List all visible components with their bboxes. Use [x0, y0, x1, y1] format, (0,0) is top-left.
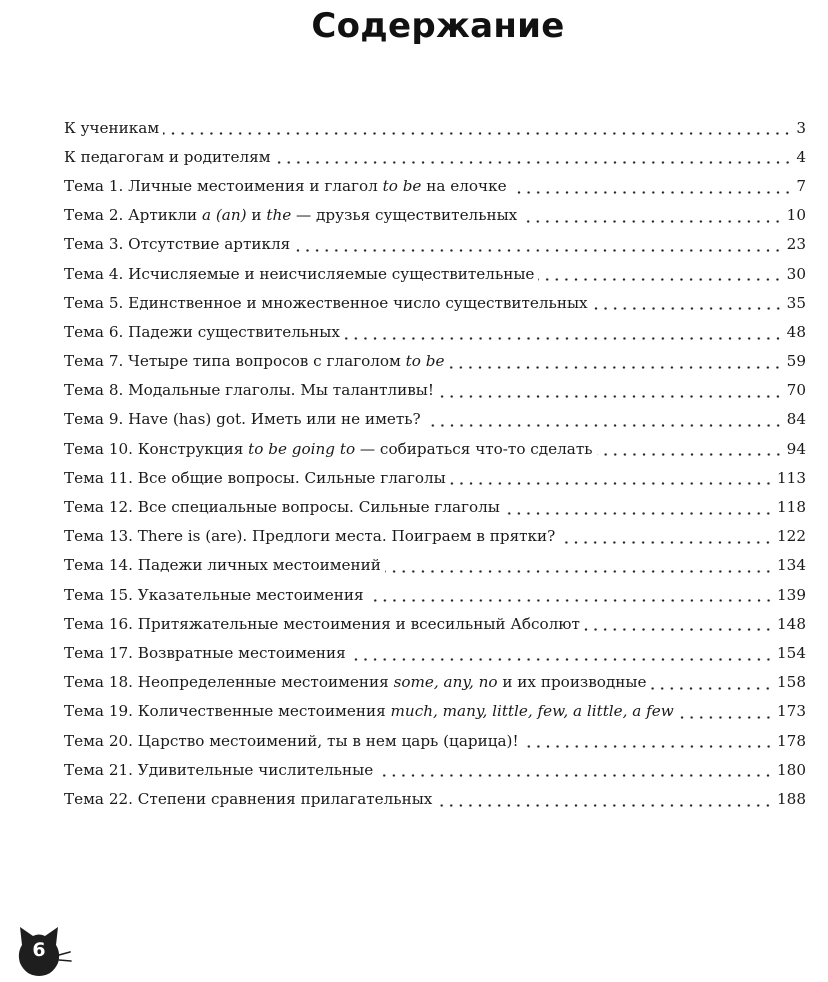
toc-entry-page: 59	[786, 352, 806, 371]
toc-entry	[64, 288, 806, 317]
toc-entry-title	[64, 440, 593, 458]
dot-leader	[650, 687, 773, 690]
toc-entry-title	[64, 294, 588, 312]
dot-leader	[377, 774, 773, 777]
toc-entry-title	[64, 206, 517, 224]
toc-entry-title-part: Тема 13. There is (are). Предлоги места. Поиграем в прятки?	[64, 527, 556, 546]
toc-entry-title	[64, 673, 646, 691]
dot-leader	[163, 132, 792, 135]
toc-entry-page: 113	[777, 468, 806, 487]
toc-entry-page: 158	[777, 673, 806, 692]
toc-entry-title-part: К педагогам и родителям	[64, 147, 271, 166]
toc-entry-title-part: Тема 8. Модальные глаголы. Мы талантливы!	[64, 381, 434, 400]
toc-entry-page: 10	[786, 206, 806, 225]
dot-leader	[678, 716, 773, 719]
toc-entry-title-part: — друзья существительных	[291, 206, 518, 225]
dot-leader	[592, 307, 783, 310]
toc-entry-title	[64, 381, 434, 399]
toc-entry-page: 122	[777, 527, 806, 546]
toc-entry-title	[64, 410, 421, 428]
toc-entry-title-part: Тема 19. Количественные местоимения	[64, 702, 391, 721]
toc-entry-page: 35	[786, 293, 806, 312]
toc-entry	[64, 668, 806, 697]
toc-entry-page: 4	[796, 147, 806, 166]
toc-entry-title-italic: the	[266, 206, 292, 225]
dot-leader	[450, 482, 773, 485]
toc-entry-page: 94	[786, 439, 806, 458]
toc-entry-page: 70	[786, 381, 806, 400]
dot-leader	[597, 453, 783, 456]
toc-entry-title	[64, 498, 500, 516]
toc-entry	[64, 142, 806, 171]
toc-entry	[64, 638, 806, 667]
toc-entry	[64, 230, 806, 259]
toc-entry-title-italic: to be	[405, 352, 445, 371]
toc-entry-title-italic: a (an)	[201, 206, 247, 225]
dot-leader	[344, 337, 783, 340]
toc-entry	[64, 259, 806, 288]
dot-leader	[448, 366, 782, 369]
toc-entry-title-part: и их производные	[497, 673, 647, 692]
toc-entry-title-italic: to be	[382, 176, 422, 195]
dot-leader	[438, 395, 783, 398]
toc-entry-title-part: Тема 17. Возвратные местоимения	[64, 643, 346, 662]
toc-entry-page: 3	[796, 118, 806, 137]
toc-entry-title-part: Тема 22. Степени сравнения прилагательных	[64, 789, 433, 808]
toc-entry-title	[64, 119, 159, 137]
toc-entry	[64, 609, 806, 638]
toc-entry-page: 148	[777, 614, 806, 633]
toc-entry	[64, 697, 806, 726]
toc-entry-title	[64, 265, 534, 283]
toc-entry-title-italic: much, many, little, few, a little, a few	[390, 702, 674, 721]
toc-entry-title	[64, 615, 580, 633]
dot-leader	[511, 191, 792, 194]
dot-leader	[275, 161, 792, 164]
dot-leader	[523, 745, 773, 748]
toc-entry	[64, 784, 806, 813]
toc-entry	[64, 376, 806, 405]
dot-leader	[559, 541, 773, 544]
dot-leader	[385, 570, 773, 573]
toc-entry-title	[64, 790, 432, 808]
toc-entry-title-part: Тема 9. Have (has) got. Иметь или не иметь?	[64, 410, 421, 429]
dot-leader	[436, 804, 773, 807]
toc-entry	[64, 434, 806, 463]
toc-entry	[64, 492, 806, 521]
toc-entry	[64, 405, 806, 434]
page-title: Содержание	[311, 6, 565, 46]
toc-entry-title-part: — собираться что-то сделать	[355, 439, 593, 458]
toc-entry-page: 118	[777, 498, 806, 517]
table-of-contents	[64, 113, 806, 814]
dot-leader	[368, 599, 773, 602]
toc-entry-title	[64, 702, 674, 720]
toc-entry-title	[64, 644, 346, 662]
toc-entry-title	[64, 177, 507, 195]
toc-entry-page: 48	[786, 322, 806, 341]
toc-entry-title-part: Тема 11. Все общие вопросы. Сильные глаголы	[64, 468, 446, 487]
toc-entry-title-part: Тема 5. Единственное и множественное число существительных	[64, 293, 588, 312]
dot-leader	[584, 628, 773, 631]
toc-entry	[64, 201, 806, 230]
dot-leader	[294, 249, 782, 252]
toc-entry	[64, 171, 806, 200]
toc-entry-title-part: Тема 7. Четыре типа вопросов с глаголом	[64, 352, 406, 371]
toc-entry	[64, 755, 806, 784]
toc-entry-title-italic: some, any, no	[393, 673, 498, 692]
toc-entry-title-part: Тема 6. Падежи существительных	[64, 322, 340, 341]
toc-entry-title-part: Тема 4. Исчисляемые и неисчисляемые существительные	[64, 264, 535, 283]
page-number-badge	[16, 925, 72, 981]
toc-entry-title-part: Тема 12. Все специальные вопросы. Сильные глаголы	[64, 498, 500, 517]
toc-entry	[64, 551, 806, 580]
dot-leader	[504, 512, 773, 515]
toc-entry-page: 180	[777, 760, 806, 779]
toc-entry-title-part: Тема 14. Падежи личных местоимений	[64, 556, 381, 575]
toc-entry-title-part: Тема 15. Указательные местоимения	[64, 585, 364, 604]
toc-entry-page: 134	[777, 556, 806, 575]
toc-entry-title	[64, 761, 373, 779]
toc-entry-title-part: Тема 18. Неопределенные местоимения	[64, 673, 394, 692]
dot-leader	[521, 220, 782, 223]
toc-entry-title-part: К ученикам	[64, 118, 160, 137]
toc-entry-title	[64, 586, 364, 604]
toc-entry-title-part: и	[246, 206, 267, 225]
toc-entry	[64, 317, 806, 346]
toc-entry-title-italic: to be going to	[248, 439, 356, 458]
toc-entry	[64, 580, 806, 609]
toc-entry-page: 139	[777, 585, 806, 604]
toc-entry-page: 154	[777, 643, 806, 662]
toc-entry-title	[64, 469, 446, 487]
toc-entry-title-part: Тема 20. Царство местоимений, ты в нем царь (царица)!	[64, 731, 519, 750]
page-number: 6	[32, 939, 46, 961]
toc-entry-page: 178	[777, 731, 806, 750]
toc-entry-title	[64, 148, 271, 166]
dot-leader	[350, 658, 773, 661]
toc-entry	[64, 463, 806, 492]
toc-entry-title	[64, 527, 555, 545]
toc-entry	[64, 522, 806, 551]
dot-leader	[538, 278, 782, 281]
toc-entry-page: 188	[777, 789, 806, 808]
toc-entry-page: 30	[786, 264, 806, 283]
toc-entry	[64, 347, 806, 376]
toc-entry-page: 84	[786, 410, 806, 429]
toc-entry-title	[64, 352, 444, 370]
toc-entry-title	[64, 323, 340, 341]
toc-entry-title-part: Тема 16. Притяжательные местоимения и всесильный Абсолют	[64, 614, 580, 633]
toc-entry	[64, 726, 806, 755]
toc-entry-page: 7	[796, 176, 806, 195]
toc-entry	[64, 113, 806, 142]
toc-entry-page: 23	[786, 235, 806, 254]
toc-entry-page: 173	[777, 702, 806, 721]
toc-entry-title-part: Тема 1. Личные местоимения и глагол	[64, 176, 383, 195]
toc-entry-title-part: Тема 21. Удивительные числительные	[64, 760, 374, 779]
toc-entry-title	[64, 235, 290, 253]
toc-entry-title-part: Тема 2. Артикли	[64, 206, 202, 225]
toc-entry-title	[64, 556, 381, 574]
toc-entry-title-part: Тема 10. Конструкция	[64, 439, 249, 458]
toc-entry-title	[64, 732, 519, 750]
toc-entry-title-part: на елочке	[421, 176, 507, 195]
toc-entry-title-part: Тема 3. Отсутствие артикля	[64, 235, 291, 254]
dot-leader	[425, 424, 783, 427]
